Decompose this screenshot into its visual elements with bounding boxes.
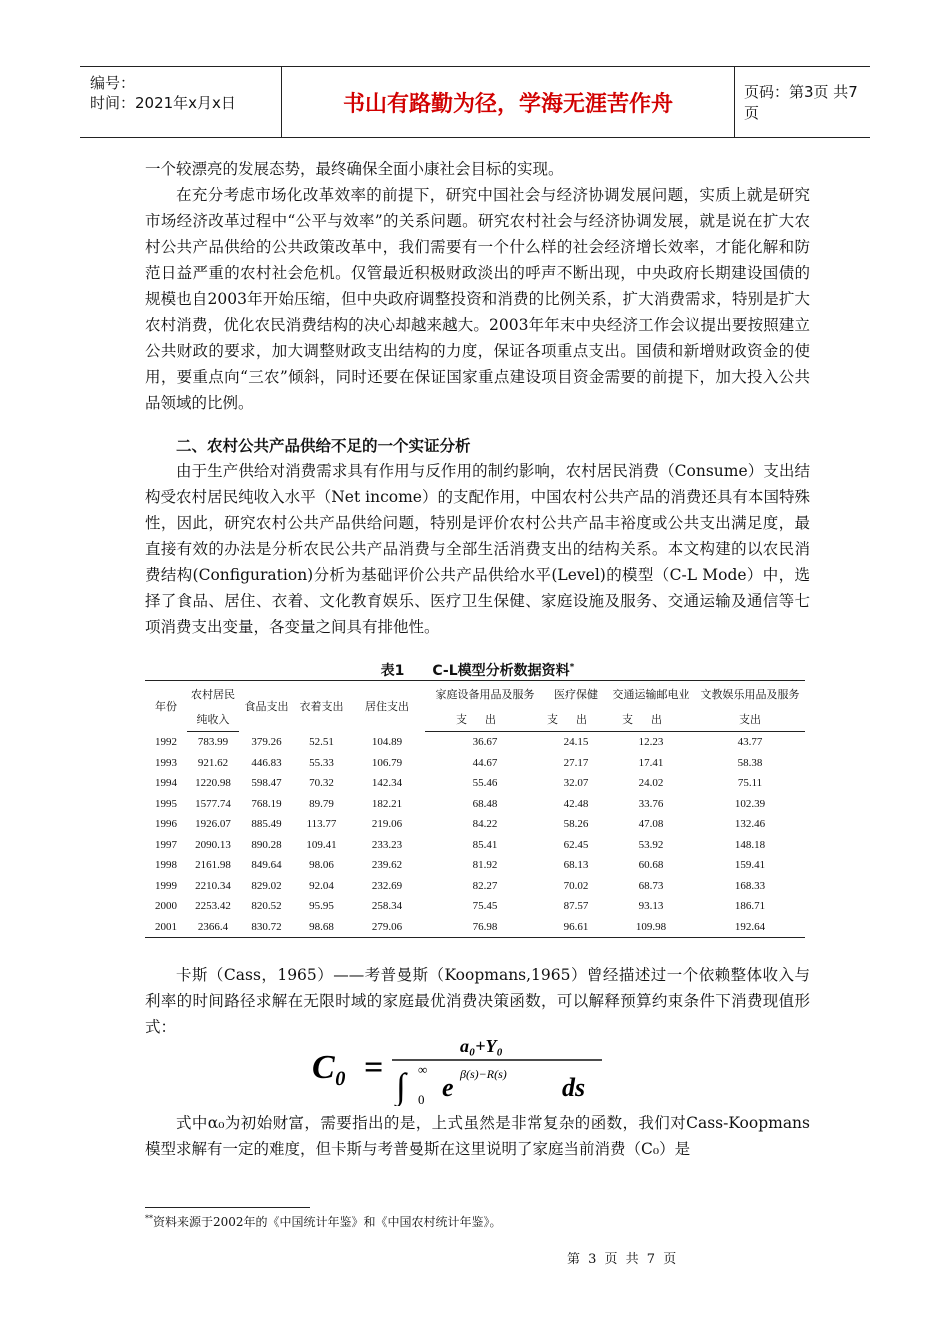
- table-cell: 148.18: [734, 838, 766, 851]
- table-cell: 96.61: [545, 917, 607, 938]
- table-cell: 830.72: [239, 917, 294, 938]
- table-cell: 87.57: [563, 900, 589, 913]
- table-cell: 32.07: [563, 777, 589, 790]
- table-cell: 17.41: [638, 756, 664, 769]
- table-cell: 76.98: [425, 917, 545, 938]
- table-cell: 104.89: [371, 736, 403, 748]
- footnote: [145, 1213, 502, 1230]
- table-cell: 60.68: [638, 859, 664, 872]
- table-cell: 70.32: [309, 777, 334, 790]
- table-cell: 68.48: [472, 797, 498, 810]
- table-cell: 219.06: [371, 818, 403, 831]
- table-cell: 768.19: [251, 797, 282, 810]
- section-heading: 二、农村公共产品供给不足的一个实证分析: [176, 437, 471, 455]
- table-cell: 921.62: [197, 756, 229, 769]
- table-cell: 24.02: [638, 777, 664, 790]
- table-cell: 68.73: [638, 879, 664, 892]
- table-cell: 70.02: [563, 879, 589, 892]
- page-footer: 第 3 页 共 7 页: [567, 1252, 679, 1267]
- col-header-housing: 居住支出: [349, 681, 425, 732]
- table-cell: 279.06: [349, 917, 425, 938]
- table-caption: [145, 660, 810, 680]
- table-cell: 192.64: [695, 917, 805, 938]
- table-row: [145, 835, 805, 856]
- table-cell: 1926.07: [195, 818, 231, 831]
- table-cell: 2090.13: [195, 838, 231, 851]
- table-row: [145, 855, 805, 876]
- table-cell: 1577.74: [195, 797, 231, 810]
- integral-upper: ∞: [418, 1062, 428, 1077]
- table-cell: 829.02: [251, 879, 282, 892]
- footnote-text: 资料来源于2002年的《中国统计年鉴》和《中国农村统计年鉴》。: [153, 1215, 502, 1229]
- table-cell: 2366.4: [187, 917, 239, 938]
- table-cell: 24.15: [563, 736, 589, 749]
- table-cell: 142.34: [371, 777, 403, 790]
- table-cell: 1999: [155, 879, 177, 892]
- table-cell: 182.21: [371, 797, 403, 810]
- table-cell: 68.13: [563, 859, 589, 872]
- table-cell: 1220.98: [195, 777, 231, 790]
- table-caption-mark: *: [569, 662, 575, 673]
- table-cell: 102.39: [734, 797, 766, 810]
- table-cell: 890.28: [251, 838, 282, 851]
- table-cell: 75.11: [737, 777, 763, 790]
- table-cell: 109.41: [306, 838, 337, 851]
- table-cell: 233.23: [371, 838, 403, 851]
- page-header: [80, 66, 870, 138]
- table-cell: 1992: [155, 736, 177, 748]
- table-cell: 1994: [155, 777, 177, 790]
- table-cell: 379.26: [251, 736, 282, 748]
- col-header-transport-1: 交通运输邮电业: [607, 681, 695, 707]
- table-cell: 2000: [155, 900, 177, 913]
- table-row: [145, 732, 805, 753]
- table-cell: 58.38: [737, 756, 763, 769]
- table-cell: 2001: [145, 917, 187, 938]
- paragraph-4: 卡斯（Cass，1965）——考普曼斯（Koopmans,1965）曾经描述过一个依赖整体收入与利率的时间路径求解在无限时域的家庭最优消费决策函数，可以解释预算约束条件下消费现值形式：: [145, 966, 810, 1036]
- table-row: [145, 794, 805, 815]
- table-cell: 93.13: [638, 900, 664, 913]
- table-cell: 44.67: [472, 756, 498, 769]
- table-cell: 186.71: [734, 900, 766, 913]
- formula-differential: ds: [562, 1073, 586, 1102]
- table-cell: 55.46: [472, 777, 498, 790]
- table-cell: 75.45: [472, 900, 498, 913]
- footnote-rule: [145, 1207, 310, 1208]
- col-header-medical-1: 医疗保健: [545, 681, 607, 707]
- formula-exponent: β(s)−R(s): [460, 1067, 507, 1081]
- table-cell: 43.77: [737, 736, 763, 749]
- table-row: [145, 814, 805, 835]
- table-cell: 81.92: [472, 859, 498, 872]
- table-cell: 159.41: [734, 859, 766, 872]
- table-cell: 2253.42: [195, 900, 231, 913]
- header-meta: [80, 67, 282, 137]
- table-row: [145, 896, 805, 917]
- col-header-culture-2: 支出: [695, 706, 805, 732]
- table-cell: 1996: [155, 818, 177, 831]
- table-cell: 89.79: [309, 797, 334, 810]
- col-header-food: 食品支出: [239, 681, 294, 732]
- col-header-clothing: 衣着支出: [294, 681, 349, 732]
- table-cell: 598.47: [251, 777, 282, 790]
- document-time-label: 时间：2021年x月x日: [90, 94, 236, 112]
- integral-sign: ∫: [396, 1066, 406, 1106]
- table-cell: 2210.34: [195, 879, 231, 892]
- integral-lower: 0: [418, 1092, 425, 1106]
- col-header-household-1: 家庭设备用品及服务: [425, 681, 545, 707]
- table-cell: 36.67: [472, 736, 498, 749]
- col-header-culture-1: 文教娱乐用品及服务: [695, 681, 805, 707]
- table-cell: 47.08: [638, 818, 664, 831]
- table-cell: 1995: [155, 797, 177, 810]
- table-cell: 52.51: [309, 736, 334, 748]
- table-row: [145, 917, 805, 938]
- formula-lhs: C₀: [312, 1049, 347, 1086]
- table-cell: 62.45: [563, 838, 589, 851]
- table-cell: 33.76: [638, 797, 664, 810]
- paragraph-2: 在充分考虑市场化改革效率的前提下，研究中国社会与经济协调发展问题，实质上就是研究市场经济改革过程中“公平与效率”的关系问题。研究农村社会与经济协调发展，就是说在扩大农村公共产品供给的公共政策改革中，我们需要有一个什么样的社会经济增长效率，才能化解和防范日益严重的农村社会危机。仅管最近积极财政淡出的呼声不断出现，中央政府长期建设国债的规模也自2003年开始压缩，但中央政府调整投资和消费的比例关系，扩大消费需求，特别是扩大农村消费，优化农民消费结构的决心却越来越大。2003年年末中央经济工作会议提出要按照建立公共财政的要求，加大调整财政支出结构的力度，保证各项重点支出。国债和新增财政资金的使用，要重点向“三农”倾斜，同时还要在保证国家重点建设项目资金需要的前提下，加大投入公共品领域的比例。: [145, 186, 810, 412]
- paragraph-1: 一个较漂亮的发展态势，最终确保全面小康社会目标的实现。: [145, 160, 564, 178]
- table-cell: 232.69: [371, 879, 403, 892]
- header-page-info: 页码：第3页 共7页: [744, 83, 858, 122]
- table-cell: 885.49: [251, 818, 282, 831]
- formula-numerator: a₀+Y₀: [460, 1036, 503, 1056]
- col-header-year: 年份: [145, 681, 187, 732]
- table-caption-text: 表1 C-L模型分析数据资料: [380, 663, 570, 679]
- table-cell: 1997: [155, 838, 177, 851]
- paragraph-5: 式中α₀为初始财富，需要指出的是，上式虽然是非常复杂的函数，我们对Cass-Koopmans模型求解有一定的难度，但卡斯与考普曼斯在这里说明了家庭当前消费（C₀）是: [145, 1114, 810, 1158]
- formula-equals: =: [364, 1049, 384, 1086]
- table-cell: 53.92: [638, 838, 664, 851]
- table-cell: 446.83: [251, 756, 282, 769]
- table-cell: 239.62: [371, 859, 403, 872]
- table-cell: 132.46: [734, 818, 766, 831]
- col-header-transport-2: 支出: [607, 706, 695, 732]
- table-cell: 98.06: [309, 859, 334, 872]
- table-cell: 12.23: [638, 736, 664, 749]
- table-row: [145, 876, 805, 897]
- table-cell: 58.26: [563, 818, 589, 831]
- table-cell: 168.33: [734, 879, 766, 892]
- table-body: [145, 732, 805, 938]
- table-cell: 82.27: [472, 879, 498, 892]
- table-cell: 98.68: [294, 917, 349, 938]
- paragraph-3: 由于生产供给对消费需求具有作用与反作用的制约影响，农村居民消费（Consume）支出结构受农村居民纯收入水平（Net income）的支配作用，中国农村公共产品的消费还具有本国特殊性，因此，研究农村公共产品供给问题，特别是评价农村公共产品丰裕度或公共支出满足度，最直接有效的办法是分析农民公共产品消费与全部生活消费支出的结构关系。本文构建的以农民消费结构(Configuration)分析为基础评价公共产品供给水平(Level)的模型（C-L Mode）中，选择了食品、居住、衣着、文化教育娱乐、医疗卫生保健、家庭设施及服务、交通运输及通信等七项消费支出变量，各变量之间具有排他性。: [145, 462, 810, 636]
- table-cell: 113.77: [306, 818, 337, 831]
- table-cell: 42.48: [563, 797, 589, 810]
- document-number-label: 编号：: [90, 74, 136, 92]
- table-header-row: [145, 681, 805, 707]
- table-cell: 92.04: [309, 879, 334, 892]
- table-cell: 55.33: [309, 756, 334, 769]
- table-cell: 109.98: [607, 917, 695, 938]
- table-cell: 85.41: [472, 838, 498, 851]
- col-header-income-2: 纯收入: [187, 706, 239, 732]
- table-cell: 27.17: [563, 756, 589, 769]
- table-row: [145, 753, 805, 774]
- table-cell: 258.34: [371, 900, 403, 913]
- col-header-income-1: 农村居民: [187, 681, 239, 707]
- formula-base: e: [442, 1073, 454, 1102]
- table-cell: 106.79: [371, 756, 403, 769]
- table-cell: 2161.98: [195, 859, 231, 872]
- data-table: [145, 680, 805, 938]
- footnote-mark: **: [145, 1214, 153, 1223]
- table-cell: 820.52: [251, 900, 282, 913]
- table-cell: 849.64: [251, 859, 282, 872]
- table-cell: 95.95: [309, 900, 334, 913]
- table-cell: 84.22: [472, 818, 498, 831]
- header-motto: 书山有路勤为径，学海无涯苦作舟: [282, 67, 735, 137]
- table-cell: 783.99: [197, 736, 229, 749]
- table-cell: 1993: [155, 756, 177, 769]
- col-header-medical-2: 支出: [545, 706, 607, 732]
- table-cell: 1998: [155, 859, 177, 872]
- col-header-household-2: 支出: [425, 706, 545, 732]
- consumption-formula: [310, 1034, 610, 1106]
- table-row: [145, 773, 805, 794]
